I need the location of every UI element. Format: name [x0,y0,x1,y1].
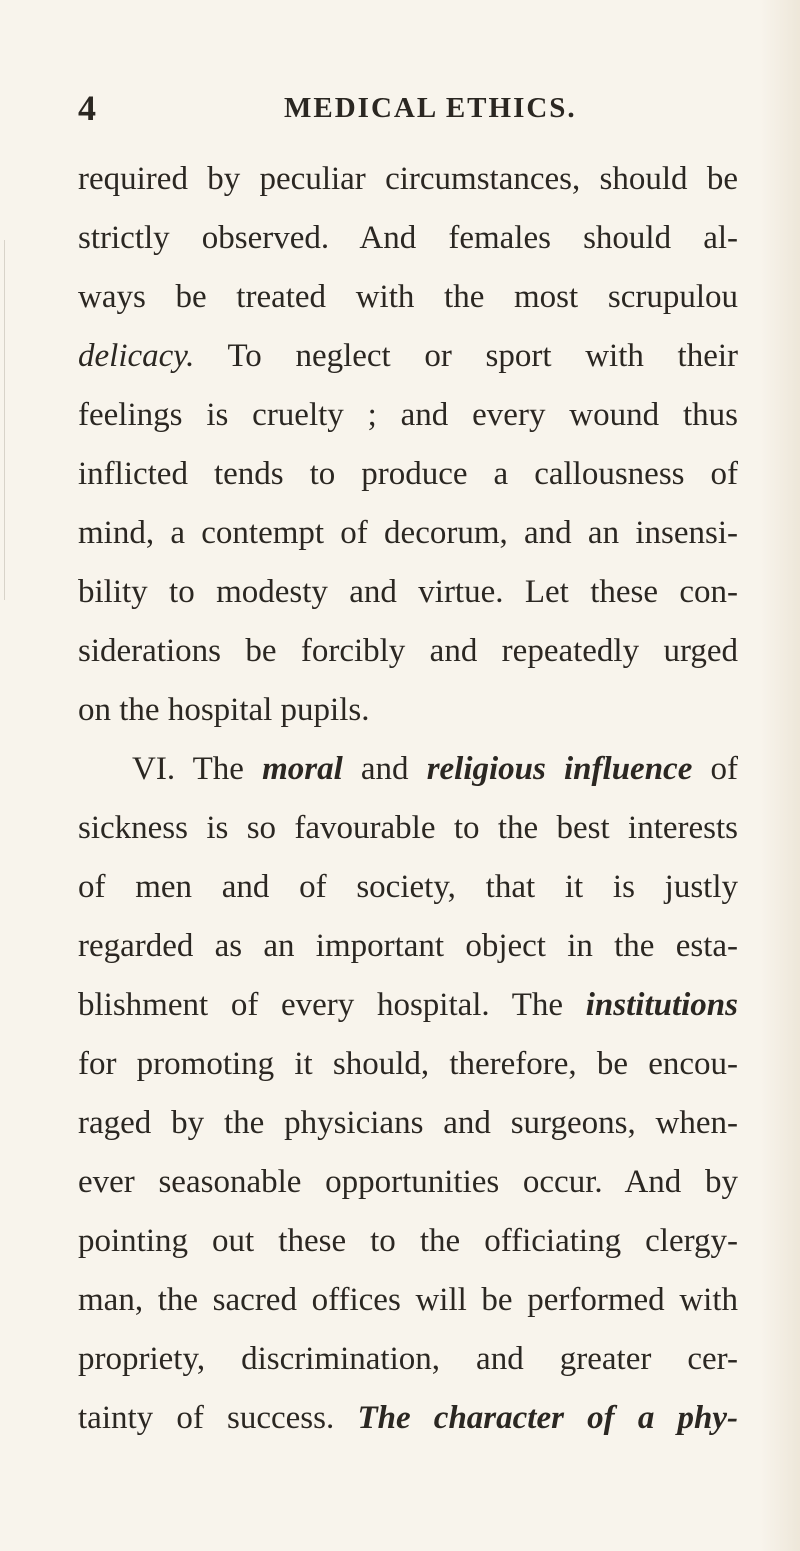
page-edge-shadow [760,0,800,1551]
text-line-12: sickness is so favourable to the best interests [78,810,738,846]
text-line-2: strictly observed. And females should al- [78,220,738,256]
text-line-7: mind, a contempt of decorum, and an insensi- [78,515,738,551]
page-header [78,88,598,128]
text-line-10: on the hospital pupils. [78,692,370,728]
text-line-4 [78,327,738,386]
text-line-11 [78,740,738,799]
emphasis-institutions: institutions [585,987,739,1023]
word-and: and [360,751,409,787]
section-vi-start: VI. The [132,751,244,787]
text-line-22 [78,1389,738,1448]
emphasis-religious-influence: religious influence [426,751,693,787]
text-line-1: required by peculiar circumstances, should be [78,161,738,197]
text-line-8: bility to modesty and virtue. Let these con- [78,574,738,610]
emphasis-character-of-a-phy: The character of a phy- [357,1400,739,1436]
running-title: MEDICAL ETHICS. [284,92,577,124]
text-line-15 [78,976,738,1035]
text-line-13: of men and of society, that it is justly [78,869,738,905]
page-number: 4 [78,88,96,128]
text-line-5: feelings is cruelty ; and every wound thus [78,397,738,433]
text-line-6: inflicted tends to produce a callousness of [78,456,738,492]
text-line-9: siderations be forcibly and repeatedly urged [78,633,738,669]
emphasis-delicacy: delicacy. [78,338,195,374]
body-text [78,150,738,1448]
text-line-4-rest: To neglect or sport with their [227,338,739,374]
text-line-14: regarded as an important object in the esta- [78,928,738,964]
text-line-22-start: tainty of success. [78,1400,335,1436]
text-line-20: man, the sacred offices will be performed with [78,1282,738,1318]
word-of: of [710,751,738,787]
text-line-3: ways be treated with the most scrupulou [78,279,738,315]
text-line-16: for promoting it should, therefore, be encou- [78,1046,738,1082]
text-line-17: raged by the physicians and surgeons, when- [78,1105,738,1141]
margin-crease [4,240,13,600]
text-line-19: pointing out these to the officiating clergy- [78,1223,738,1259]
text-line-18: ever seasonable opportunities occur. And by [78,1164,738,1200]
text-line-15-start: blishment of every hospital. The [78,987,564,1023]
emphasis-moral: moral [262,751,343,787]
text-line-21: propriety, discrimination, and greater cer- [78,1341,738,1377]
